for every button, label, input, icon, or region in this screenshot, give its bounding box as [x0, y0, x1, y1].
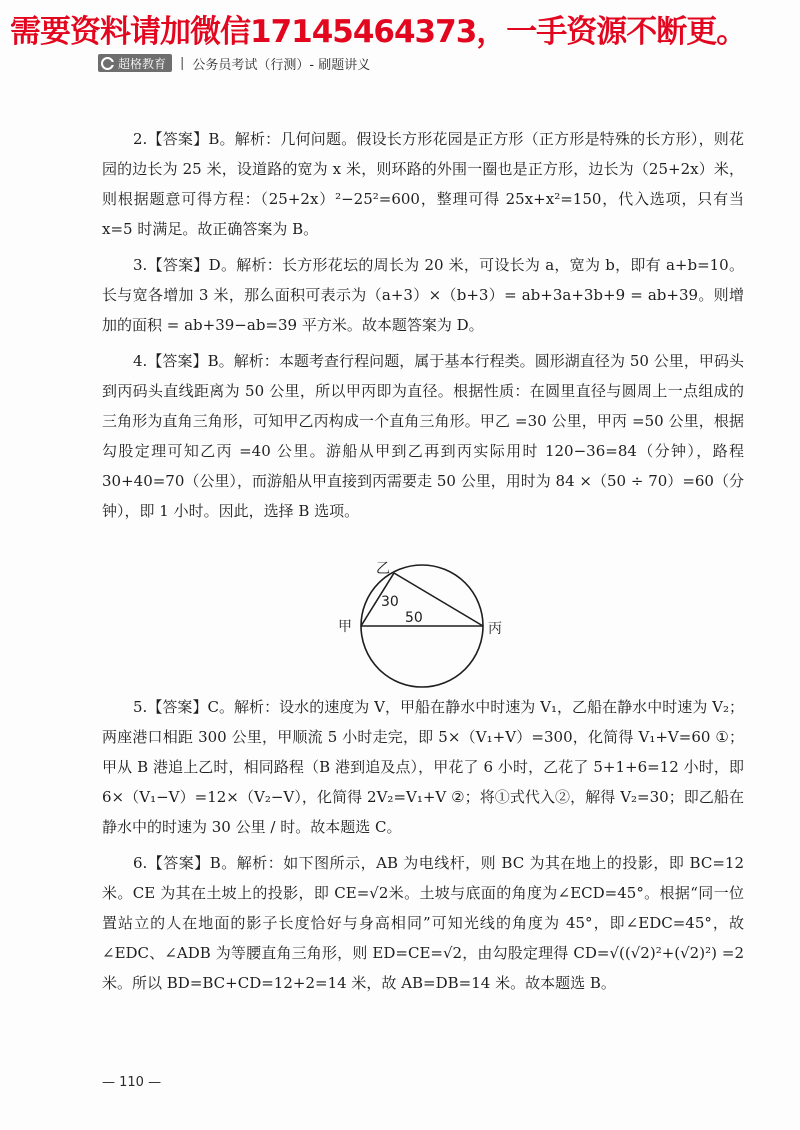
page-header	[98, 53, 370, 73]
logo-text: 超格教育	[118, 56, 167, 71]
header-separator: |	[180, 55, 185, 71]
answer-q3: 3.【答案】D。解析：长方形花坛的周长为 20 米，可设长为 a，宽为 b，即有 a+b=10。长与宽各增加 3 米，那么面积可表示为（a+3）×（b+3）= ab+3a+3b+9 = ab+39。则增加的面积 = ab+39−ab=39 平方米。故本题答案为 D。	[102, 256, 744, 334]
label-yi: 乙	[376, 561, 390, 577]
answer-q6: 6.【答案】B。解析：如下图所示，AB 为电线杆，则 BC 为其在地上的投影，即 BC=12 米。CE 为其在土坡上的投影，即 CE=√2米。土坡与底面的角度为∠ECD=45°。根据“同一位置站立的人在地面的影子长度恰好与身高相同”可知光线的角度为 45°，即∠EDC=45°，故∠EDC、∠ADB 为等腰直角三角形，则 ED=CE=√2，由勾股定理得 CD=√((√2)²+(√2)²) =2 米。所以 BD=BC+CD=12+2=14 米，故 AB=DB=14 米。故本题选 B。	[102, 854, 744, 992]
label-jia: 甲	[338, 619, 352, 635]
page-number: — 110 —	[102, 1075, 162, 1090]
answer-q4: 4.【答案】B。解析：本题考查行程问题，属于基本行程类。圆形湖直径为 50 公里，甲码头到丙码头直线距离为 50 公里，所以甲丙即为直径。根据性质：在圆里直径与圆周上一点组成的三角形为直角三角形，可知甲乙丙构成一个直角三角形。甲乙 =30 公里，甲丙 =50 公里，根据勾股定理可知乙丙 =40 公里。游船从甲到乙再到丙实际用时 120−36=84（分钟），路程 30+40=70（公里），而游船从甲直接到丙需要走 50 公里，用时为 84 ×（50 ÷ 70）=60（分钟），即 1 小时。因此，选择 B 选项。	[102, 352, 744, 520]
answer-q2: 2.【答案】B。解析：几何问题。假设长方形花园是正方形（正方形是特殊的长方形），则花园的边长为 25 米，设道路的宽为 x 米，则环路的外围一圈也是正方形，边长为（25+2x）米，则根据题意可得方程：（25+2x）²−25²=600，整理可得 25x+x²=150，代入选项，只有当 x=5 时满足。故正确答案为 B。	[102, 130, 744, 238]
header-title: 公务员考试（行测）- 刷题讲义	[192, 57, 371, 73]
answer-q5: 5.【答案】C。解析：设水的速度为 V，甲船在静水中时速为 V₁，乙船在静水中时速为 V₂；两座港口相距 300 公里，甲顺流 5 小时走完，即 5×（V₁+V）=300，化简得 V₁+V=60 ①；甲从 B 港追上乙时，相同路程（B 港到追及点），甲花了 6 小时，乙花了 5+1+6=12 小时，即 6×（V₁−V）=12×（V₂−V），化简得 2V₂=V₁+V ②；将①式代入②，解得 V₂=30；即乙船在静水中的时速为 30 公里 / 时。故本题选 C。	[102, 698, 744, 836]
label-side-30: 30	[381, 594, 399, 610]
brand-logo	[98, 54, 172, 72]
label-bing: 丙	[488, 621, 502, 637]
circle-triangle-figure	[336, 558, 516, 708]
logo-icon	[101, 57, 114, 70]
label-side-50: 50	[405, 610, 423, 626]
watermark-banner: 需要资料请加微信17145464373，一手资源不断更。	[10, 14, 747, 50]
